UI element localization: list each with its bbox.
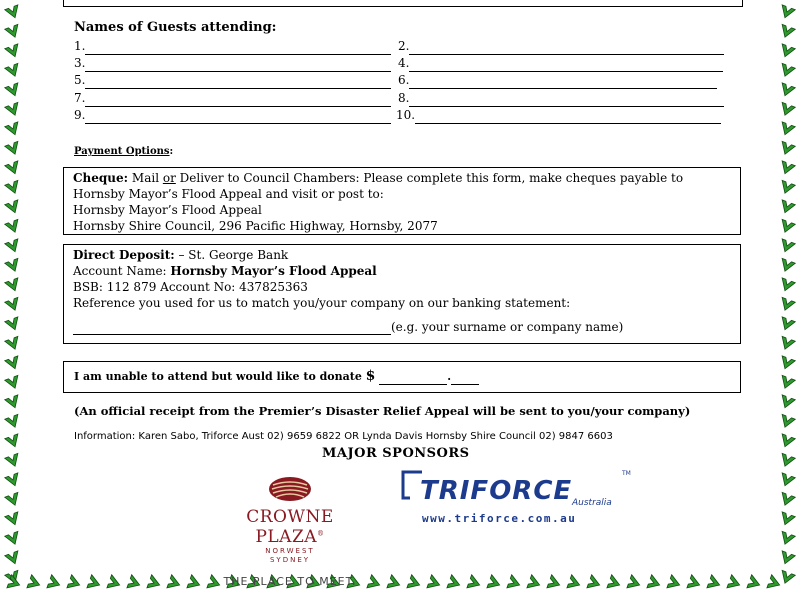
leaf-icon	[127, 575, 142, 592]
leaf-icon	[367, 575, 382, 592]
crowne-plaza-emblem-icon	[267, 476, 313, 502]
guest-field-7[interactable]	[74, 90, 391, 107]
leaf-icon	[667, 575, 682, 592]
leaf-icon	[778, 434, 795, 449]
guest-number: 6.	[398, 73, 410, 87]
leaf-icon	[5, 356, 22, 371]
leaf-icon	[778, 161, 795, 176]
leaf-icon	[778, 531, 795, 546]
leaf-icon	[5, 219, 22, 234]
leaf-icon	[7, 575, 22, 592]
leaf-icon	[778, 102, 795, 117]
leaf-icon	[5, 63, 22, 78]
reference-hint: (e.g. your surname or company name)	[391, 320, 624, 334]
crowne-plaza-tagline: THE PLACE TO MEET.	[223, 575, 357, 588]
leaf-icon	[778, 336, 795, 351]
cheque-line-1: Cheque: Mail or Deliver to Council Chambers: Please complete this form, make cheques payable to	[73, 171, 684, 185]
leaf-icon	[778, 180, 795, 195]
guest-field-10[interactable]	[396, 107, 721, 124]
leaf-icon	[5, 239, 22, 254]
leaf-icon	[778, 317, 795, 332]
leaf-icon	[647, 575, 662, 592]
leaf-border-bottom	[0, 573, 800, 593]
leaf-border-left	[2, 0, 24, 593]
guest-number: 3.	[74, 56, 86, 70]
leaf-icon	[5, 512, 22, 527]
donation-cents-field[interactable]	[451, 374, 479, 385]
leaf-icon	[5, 492, 22, 507]
leaf-icon	[467, 575, 482, 592]
leaf-icon	[778, 44, 795, 59]
leaf-icon	[5, 336, 22, 351]
leaf-icon	[778, 258, 795, 273]
leaf-icon	[687, 575, 702, 592]
triforce-url[interactable]: www.triforce.com.au	[422, 512, 577, 525]
leaf-icon	[5, 453, 22, 468]
cheque-line-3: Hornsby Mayor’s Flood Appeal	[73, 203, 262, 217]
leaf-icon	[5, 5, 22, 20]
triforce-name: TRIFORCE	[420, 476, 573, 506]
guests-title: Names of Guests attending:	[74, 20, 277, 35]
deposit-bank-line: Direct Deposit: – St. George Bank	[73, 248, 289, 262]
guest-field-3[interactable]	[74, 55, 391, 72]
leaf-icon	[5, 434, 22, 449]
leaf-icon	[5, 161, 22, 176]
leaf-icon	[87, 575, 102, 592]
donation-section	[63, 361, 741, 393]
crowne-plaza-name: CROWNE PLAZA®	[246, 507, 334, 547]
cheque-section	[63, 167, 741, 235]
leaf-icon	[5, 44, 22, 59]
leaf-icon	[507, 575, 522, 592]
leaf-icon	[747, 575, 762, 592]
leaf-icon	[5, 200, 22, 215]
leaf-icon	[5, 278, 22, 293]
leaf-icon	[778, 492, 795, 507]
leaf-icon	[727, 575, 742, 592]
guest-field-2[interactable]	[398, 38, 724, 55]
leaf-icon	[5, 141, 22, 156]
leaf-icon	[778, 239, 795, 254]
leaf-icon	[778, 551, 795, 566]
leaf-icon	[67, 575, 82, 592]
leaf-icon	[778, 83, 795, 98]
guest-number: 5.	[74, 73, 86, 87]
guest-number: 7.	[74, 91, 86, 105]
leaf-icon	[5, 414, 22, 429]
reference-line: Reference you used for us to match you/your company on our banking statement:	[73, 296, 571, 310]
leaf-icon	[167, 575, 182, 592]
contact-information: Information: Karen Sabo, Triforce Aust 02) 9659 6822 OR Lynda Davis Hornsby Shire Council 02) 9847 6603	[74, 431, 613, 442]
leaf-icon	[778, 278, 795, 293]
leaf-icon	[5, 375, 22, 390]
leaf-icon	[567, 575, 582, 592]
leaf-icon	[5, 122, 22, 137]
leaf-icon	[778, 453, 795, 468]
leaf-icon	[778, 375, 795, 390]
guest-number: 4.	[398, 56, 410, 70]
leaf-icon	[427, 575, 442, 592]
account-name-line: Account Name: Hornsby Mayor’s Flood Appeal	[73, 264, 377, 278]
payment-options-title: Payment Options:	[74, 146, 174, 157]
leaf-icon	[107, 575, 122, 592]
guest-field-6[interactable]	[398, 72, 717, 89]
leaf-icon	[607, 575, 622, 592]
leaf-icon	[5, 258, 22, 273]
leaf-icon	[387, 575, 402, 592]
triforce-trademark: TM	[622, 470, 631, 477]
leaf-icon	[5, 531, 22, 546]
leaf-icon	[627, 575, 642, 592]
leaf-icon	[778, 414, 795, 429]
guest-number: 10.	[396, 108, 416, 122]
leaf-icon	[767, 575, 782, 592]
leaf-icon	[47, 575, 62, 592]
reference-field[interactable]	[73, 319, 731, 335]
guest-number: 1.	[74, 39, 86, 53]
leaf-icon	[778, 395, 795, 410]
leaf-icon	[487, 575, 502, 592]
guest-number: 9.	[74, 108, 86, 122]
leaf-icon	[5, 395, 22, 410]
top-box-edge	[63, 0, 743, 7]
guest-number: 2.	[398, 39, 410, 53]
leaf-icon	[5, 317, 22, 332]
leaf-icon	[187, 575, 202, 592]
guest-field-8[interactable]	[398, 90, 724, 107]
leaf-icon	[778, 122, 795, 137]
leaf-icon	[407, 575, 422, 592]
leaf-icon	[778, 63, 795, 78]
leaf-icon	[778, 200, 795, 215]
leaf-icon	[778, 219, 795, 234]
leaf-icon	[5, 473, 22, 488]
leaf-icon	[5, 180, 22, 195]
leaf-icon	[5, 24, 22, 39]
leaf-icon	[5, 83, 22, 98]
guest-number: 8.	[398, 91, 410, 105]
leaf-icon	[707, 575, 722, 592]
leaf-icon	[447, 575, 462, 592]
leaf-icon	[778, 24, 795, 39]
crowne-plaza-location-2: SYDNEY	[269, 556, 311, 564]
crowne-plaza-location-1: NORWEST	[265, 547, 315, 555]
leaf-icon	[527, 575, 542, 592]
leaf-icon	[5, 551, 22, 566]
leaf-icon	[587, 575, 602, 592]
leaf-icon	[27, 575, 42, 592]
receipt-note: (An official receipt from the Premier’s Disaster Relief Appeal will be sent to you/your company)	[74, 404, 691, 418]
leaf-icon	[778, 141, 795, 156]
leaf-icon	[5, 297, 22, 312]
donation-dollars-field[interactable]	[379, 374, 447, 385]
leaf-border-right	[776, 0, 798, 593]
crowne-plaza-logo	[220, 476, 360, 588]
cheque-line-2: Hornsby Mayor’s Flood Appeal and visit or post to:	[73, 187, 384, 201]
cheque-line-4: Hornsby Shire Council, 296 Pacific Highway, Hornsby, 2077	[73, 219, 438, 233]
leaf-icon	[147, 575, 162, 592]
direct-deposit-section	[63, 244, 741, 344]
bsb-line: BSB: 112 879 Account No: 437825363	[73, 280, 308, 294]
leaf-icon	[778, 297, 795, 312]
leaf-icon	[5, 102, 22, 117]
leaf-icon	[547, 575, 562, 592]
donation-line: I am unable to attend but would like to donate $ .	[74, 368, 479, 385]
guest-field-1[interactable]	[74, 38, 391, 55]
leaf-icon	[778, 473, 795, 488]
leaf-icon	[778, 512, 795, 527]
guest-field-9[interactable]	[74, 107, 391, 124]
guest-field-4[interactable]	[398, 55, 723, 72]
sponsors-heading: MAJOR SPONSORS	[322, 446, 470, 461]
leaf-icon	[778, 356, 795, 371]
leaf-icon	[778, 5, 795, 20]
guest-field-5[interactable]	[74, 72, 391, 89]
triforce-country: Australia	[572, 498, 612, 508]
